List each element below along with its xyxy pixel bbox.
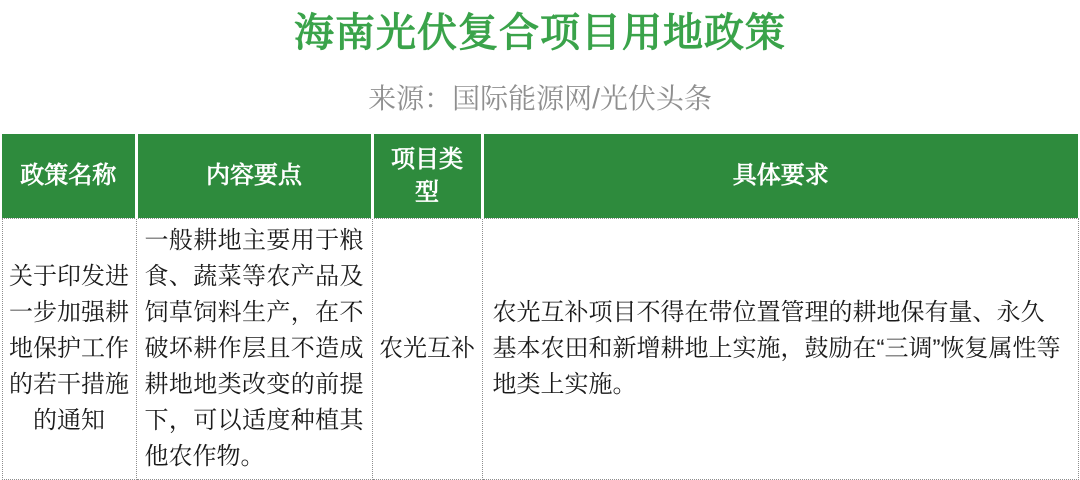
col-header-policy-name: 政策名称 xyxy=(2,134,136,218)
page xyxy=(0,10,1080,480)
cell-project-type: 农光互补 xyxy=(372,218,482,479)
col-header-key-points: 内容要点 xyxy=(136,134,372,218)
cell-requirements: 农光互补项目不得在带位置管理的耕地保有量、永久基本农田和新增耕地上实施，鼓励在“三调”恢复属性等地类上实施。 xyxy=(482,218,1078,479)
source-line: 来源：国际能源网/光伏头条 xyxy=(368,83,712,114)
cell-policy-name: 关于印发进一步加强耕地保护工作的若干措施的通知 xyxy=(2,218,136,479)
page-title: 海南光伏复合项目用地政策 xyxy=(294,11,786,55)
cell-key-points: 一般耕地主要用于粮食、蔬菜等农产品及饲草饲料生产，在不破坏耕作层且不造成耕地地类改变的前提下，可以适度种植其他农作物。 xyxy=(136,218,372,479)
policy-table xyxy=(2,134,1079,480)
table-header xyxy=(2,134,1078,218)
table-body xyxy=(2,218,1078,479)
col-header-requirements: 具体要求 xyxy=(482,134,1078,218)
table-row xyxy=(2,218,1078,479)
header-row xyxy=(2,134,1078,218)
col-header-project-type: 项目类型 xyxy=(372,134,482,218)
